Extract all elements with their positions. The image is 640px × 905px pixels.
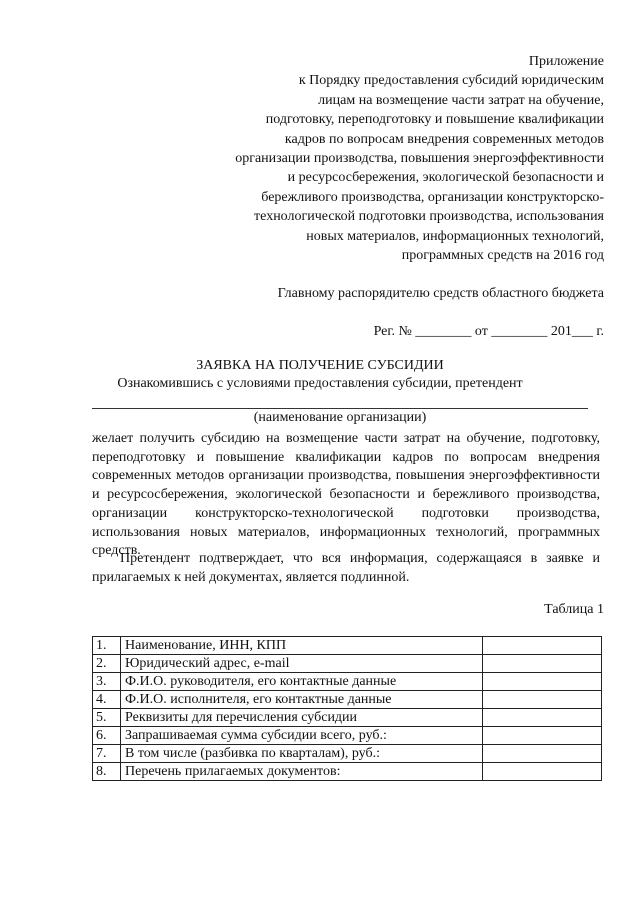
table-row — [93, 763, 602, 781]
row-value-cell[interactable] — [483, 709, 602, 727]
row-number: 6. — [93, 727, 121, 745]
registration-line: Рег. № ________ от ________ 201___ г. — [373, 324, 604, 339]
row-label: В том числе (разбивка по кварталам), руб.: — [121, 745, 483, 763]
appendix-line: лицам на возмещение части затрат на обучение, — [318, 92, 604, 108]
row-value-cell[interactable] — [483, 637, 602, 655]
row-number: 3. — [93, 673, 121, 691]
organization-name-field[interactable] — [92, 408, 588, 409]
row-label: Реквизиты для перечисления субсидии — [121, 709, 483, 727]
table-row — [93, 637, 602, 655]
recipient-line: Главному распорядителю средств областного бюджета — [277, 286, 604, 301]
row-value-cell[interactable] — [483, 691, 602, 709]
appendix-line: бережливого производства, организации конструкторско- — [261, 189, 604, 205]
row-label: Наименование, ИНН, КПП — [121, 637, 483, 655]
appendix-line: технологической подготовки производства, использования — [254, 209, 604, 225]
row-value-cell[interactable] — [483, 727, 602, 745]
appendix-block — [184, 52, 604, 265]
appendix-line: новых материалов, информационных технологий, — [306, 228, 604, 244]
row-number: 8. — [93, 763, 121, 781]
application-table — [92, 636, 602, 781]
row-number: 5. — [93, 709, 121, 727]
document-title: ЗАЯВКА НА ПОЛУЧЕНИЕ СУБСИДИИ — [196, 358, 444, 373]
appendix-line: и ресурсосбережения, экологической безопасности и — [287, 170, 604, 186]
row-label: Перечень прилагаемых документов: — [121, 763, 483, 781]
table-row — [93, 745, 602, 763]
table-row — [93, 691, 602, 709]
table-row — [93, 655, 602, 673]
table-row — [93, 673, 602, 691]
row-number: 4. — [93, 691, 121, 709]
row-label: Запрашиваемая сумма субсидии всего, руб.: — [121, 727, 483, 745]
row-value-cell[interactable] — [483, 745, 602, 763]
appendix-line: организации производства, повышения энергоэффективности — [235, 151, 604, 167]
appendix-line: кадров по вопросам внедрения современных методов — [284, 131, 604, 147]
appendix-line: к Порядку предоставления субсидий юридическим — [298, 73, 604, 89]
confirm-paragraph: Претендент подтверждает, что вся информация, содержащаяся в заявке и прилагаемых к ней документах, является подлинной. — [92, 551, 600, 585]
row-value-cell[interactable] — [483, 763, 602, 781]
appendix-line: подготовку, переподготовку и повышение квалификации — [265, 112, 604, 128]
body-paragraph: желает получить субсидию на возмещение части затрат на обучение, подготовку, переподготовку и повышение квалификации кадров по вопросам внедрения современных методов организации производства, повышения энергоэффективности и ресурсосбережения, экологической безопасности и бережливого производства, организации конструкторско-технологической подготовки производства, использования новых материалов, информационных технологий, программных средств. — [92, 431, 600, 559]
row-number: 1. — [93, 637, 121, 655]
row-number: 7. — [93, 745, 121, 763]
table-row — [93, 709, 602, 727]
intro-line: Ознакомившись с условиями предоставления субсидии, претендент — [117, 376, 523, 391]
table-row — [93, 727, 602, 745]
row-label: Ф.И.О. исполнителя, его контактные данные — [121, 691, 483, 709]
row-label: Юридический адрес, e-mail — [121, 655, 483, 673]
organization-caption: (наименование организации) — [253, 410, 427, 425]
row-value-cell[interactable] — [483, 655, 602, 673]
row-label: Ф.И.О. руководителя, его контактные данные — [121, 673, 483, 691]
table-label: Таблица 1 — [544, 602, 604, 617]
appendix-line: программных средств на 2016 год — [401, 248, 604, 264]
appendix-line: Приложение — [528, 54, 604, 69]
row-value-cell[interactable] — [483, 673, 602, 691]
row-number: 2. — [93, 655, 121, 673]
